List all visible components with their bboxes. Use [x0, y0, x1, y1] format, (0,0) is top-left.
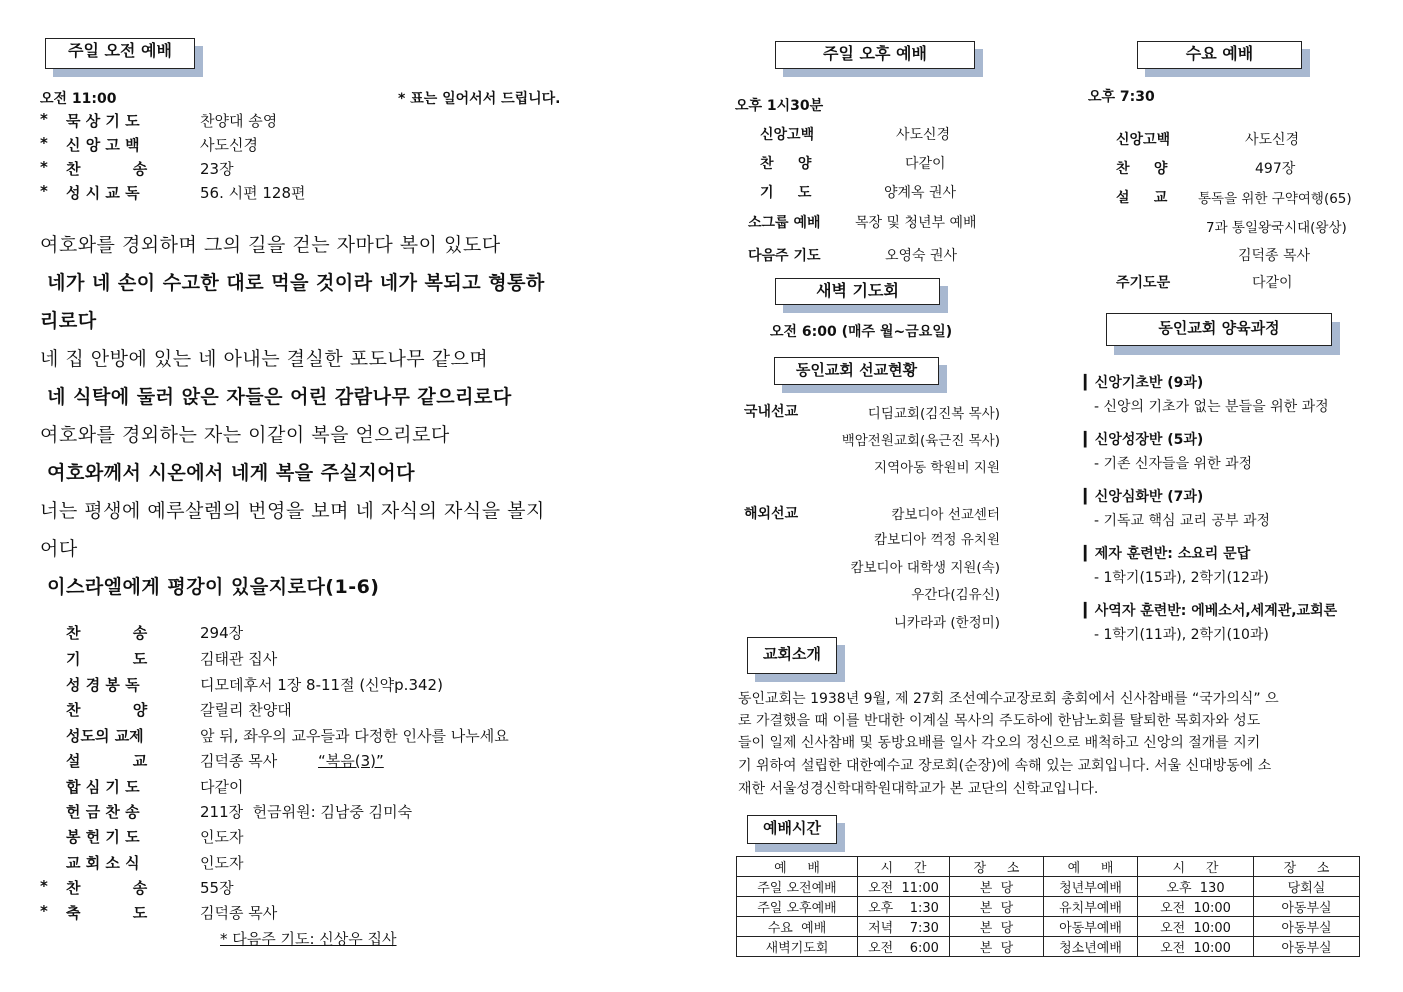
standing-note: * 표는 일어서서 드립니다. [398, 91, 561, 107]
mission-item: 캄보디아 대학생 지원(속) [850, 560, 1000, 576]
order-label: 기 도 [66, 650, 148, 668]
order-value: 양계옥 권사 [884, 185, 957, 201]
mission-item: 니카라과 (한정미) [893, 615, 1000, 631]
order-label: 신앙고백 [760, 127, 815, 143]
order-value: 497장 [1255, 161, 1296, 177]
star-mark: * [40, 158, 48, 176]
order-value: 294장 [200, 624, 244, 642]
table-header: 예 배 [1044, 857, 1138, 877]
order-label: 찬 양 [760, 156, 812, 172]
table-cell: 오후 130 [1138, 877, 1254, 897]
table-cell: 본 당 [950, 897, 1044, 917]
next-week-prayer: * 다음주 기도: 신상우 집사 [220, 930, 397, 948]
order-label: 성 경 봉 독 [66, 676, 140, 694]
order-value: 다같이 [905, 156, 946, 172]
table-row [737, 917, 1360, 937]
table-cell: 오전 11:00 [858, 877, 950, 897]
course-desc: - 1학기(11과), 2학기(10과) [1094, 627, 1269, 643]
table-cell: 본 당 [950, 877, 1044, 897]
afternoon-time: 오후 1시30분 [735, 98, 824, 114]
psalm-line: 이스라엘에게 평강이 있을지로다(1-6) [40, 576, 380, 598]
mission-item: 우간다(김유신) [911, 587, 1000, 603]
table-header: 시 간 [858, 857, 950, 877]
order-value: 56. 시편 128편 [200, 184, 306, 202]
morning-time: 오전 11:00 [40, 91, 117, 107]
order-value: 목장 및 청년부 예배 [855, 215, 977, 231]
order-value: 다같이 [200, 778, 244, 796]
order-label: 주기도문 [1116, 275, 1171, 291]
table-row [737, 877, 1360, 897]
table-cell: 오전 10:00 [1138, 937, 1254, 957]
psalm-line: 여호와를 경외하며 그의 길을 걷는 자마다 복이 있도다 [40, 234, 501, 256]
mission-title: 동인교회 선교현황 [774, 357, 939, 385]
order-value: 55장 [200, 879, 234, 897]
mission-item: 백암전원교회(육근진 목사) [841, 433, 1000, 449]
psalm-line: 너는 평생에 예루살렘의 번영을 보며 네 자식의 자식을 볼지 [40, 500, 545, 522]
psalm-line: 네 집 안방에 있는 네 아내는 결실한 포도나무 같으며 [40, 348, 489, 370]
star-mark: * [40, 182, 48, 200]
table-cell: 오전 6:00 [858, 937, 950, 957]
table-cell: 수요 예배 [737, 917, 858, 937]
order-label: 찬 양 [1116, 161, 1168, 177]
table-cell: 본 당 [950, 937, 1044, 957]
mission-item: 캄보디아 꺽정 유치원 [874, 532, 1000, 548]
wednesday-title: 수요 예배 [1137, 41, 1302, 69]
star-mark: * [40, 902, 48, 920]
table-header: 장 소 [1254, 857, 1360, 877]
order-label: 설 교 [1116, 190, 1168, 206]
table-cell: 새벽기도회 [737, 937, 858, 957]
course-desc: - 신앙의 기초가 없는 분들을 위한 과정 [1094, 399, 1329, 415]
mission-item: 지역아동 학원비 지원 [874, 460, 1000, 476]
psalm-line: 여호와께서 시온에서 네게 복을 주실지어다 [40, 462, 415, 484]
course-desc: - 기존 신자들을 위한 과정 [1094, 456, 1253, 472]
order-value: 김덕종 목사 [200, 904, 278, 922]
order-label: 묵 상 기 도 [66, 112, 140, 130]
sermon-title: “복음(3)” [318, 752, 384, 770]
order-value: 사도신경 [1245, 132, 1300, 148]
table-row [737, 897, 1360, 917]
course-desc: - 기독교 핵심 교리 공부 과정 [1094, 513, 1271, 529]
order-value: 다같이 [1252, 275, 1293, 291]
order-value: 김덕종 목사 [200, 752, 278, 770]
course-name: ▎사역자 훈련반: 에베소서,세계관,교회론 [1084, 603, 1338, 619]
psalm-line: 여호와를 경외하는 자는 이같이 복을 얻으리로다 [40, 424, 450, 446]
table-header: 장 소 [950, 857, 1044, 877]
order-label: 찬 송 [66, 879, 148, 897]
table-header: 예 배 [737, 857, 858, 877]
dawn-time: 오전 6:00 (매주 월~금요일) [770, 324, 953, 340]
order-value: 찬양대 송영 [200, 112, 278, 130]
order-value: 인도자 [200, 854, 244, 872]
order-label: 찬 양 [66, 701, 148, 719]
course-name: ▎제자 훈련반: 소요리 문답 [1084, 546, 1251, 562]
table-cell: 아동부실 [1254, 897, 1360, 917]
table-cell: 아동부실 [1254, 917, 1360, 937]
table-cell: 유치부예배 [1044, 897, 1138, 917]
order-label: 합 심 기 도 [66, 778, 140, 796]
table-header-row [737, 857, 1360, 877]
order-value: 앞 뒤, 좌우의 교우들과 다정한 인사를 나누세요 [200, 727, 509, 745]
intro-title: 교회소개 [747, 637, 837, 674]
order-label: 찬 송 [66, 624, 148, 642]
table-cell: 본 당 [950, 917, 1044, 937]
order-label: 기 도 [760, 185, 812, 201]
table-row [737, 937, 1360, 957]
domestic-label: 국내선교 [744, 404, 799, 420]
intro-line: 들이 일제 신사참배 및 동방요배를 일사 각오의 정신으로 배척하고 신앙의 절개를 지키 [738, 735, 1261, 751]
wednesday-time: 오후 7:30 [1088, 89, 1155, 105]
table-cell: 오전 10:00 [1138, 917, 1254, 937]
table-cell: 청소년예배 [1044, 937, 1138, 957]
order-label: 찬 송 [66, 160, 148, 178]
table-cell: 아동부실 [1254, 937, 1360, 957]
course-name: ▎신앙기초반 (9과) [1084, 375, 1204, 391]
star-mark: * [40, 110, 48, 128]
intro-line: 재한 서울성경신학대학원대학교가 본 교단의 신학교입니다. [738, 781, 1099, 797]
order-value: 23장 [200, 160, 234, 178]
training-title: 동인교회 양육과정 [1106, 313, 1332, 346]
table-header: 시 간 [1138, 857, 1254, 877]
order-label: 소그룹 예배 [748, 215, 821, 231]
order-label: 성 시 교 독 [66, 184, 140, 202]
dawn-title: 새벽 기도회 [775, 278, 940, 305]
order-label: 헌 금 찬 송 [66, 803, 140, 821]
order-value: 김태관 집사 [200, 650, 278, 668]
psalm-line: 어다 [40, 538, 78, 560]
order-value: 통독을 위한 구약여행(65) [1198, 191, 1352, 207]
order-label: 다음주 기도 [748, 248, 821, 264]
order-value: 디모데후서 1장 8-11절 (신약p.342) [200, 676, 443, 694]
order-value: 갈릴리 찬양대 [200, 701, 292, 719]
table-cell: 오전 10:00 [1138, 897, 1254, 917]
course-desc: - 1학기(15과), 2학기(12과) [1094, 570, 1269, 586]
order-value: 오영숙 권사 [885, 248, 958, 264]
table-cell: 아동부예배 [1044, 917, 1138, 937]
table-cell: 오후 1:30 [858, 897, 950, 917]
morning-title: 주일 오전 예배 [45, 38, 195, 69]
order-label: 교 회 소 식 [66, 854, 140, 872]
table-cell: 당회실 [1254, 877, 1360, 897]
order-label: 설 교 [66, 752, 148, 770]
star-mark: * [40, 877, 48, 895]
order-value: 사도신경 [200, 136, 258, 154]
table-cell: 주일 오후예배 [737, 897, 858, 917]
course-name: ▎신앙성장반 (5과) [1084, 432, 1204, 448]
order-value: 사도신경 [896, 127, 951, 143]
table-cell: 주일 오전예배 [737, 877, 858, 897]
star-mark: * [40, 134, 48, 152]
order-label: 신앙고백 [1116, 132, 1171, 148]
order-label: 축 도 [66, 904, 148, 922]
schedule-title: 예배시간 [747, 815, 837, 844]
psalm-line: 네가 네 손이 수고한 대로 먹을 것이라 네가 복되고 형통하 [40, 272, 545, 294]
afternoon-title: 주일 오후 예배 [775, 41, 975, 69]
table-cell: 저녁 7:30 [858, 917, 950, 937]
mission-item: 캄보디아 선교센터 [891, 507, 1000, 523]
mission-item: 디딤교회(김진복 목사) [867, 406, 1000, 422]
order-label: 신 앙 고 백 [66, 136, 140, 154]
schedule-table [736, 856, 1360, 957]
order-value: 인도자 [200, 828, 244, 846]
order-value: 211장 헌금위원: 김남중 김미숙 [200, 803, 413, 821]
table-cell: 청년부예배 [1044, 877, 1138, 897]
intro-line: 동인교회는 1938년 9월, 제 27회 조선예수교장로회 총회에서 신사참배를 “국가의식” 으 [738, 691, 1279, 707]
wednesday-preacher: 김덕종 목사 [1238, 248, 1311, 264]
course-name: ▎신앙심화반 (7과) [1084, 489, 1204, 505]
psalm-line: 리로다 [40, 310, 97, 332]
intro-line: 기 위하여 설립한 대한예수교 장로회(순장)에 속해 있는 교회입니다. 서울 신대방동에 소 [738, 758, 1272, 774]
order-label: 성도의 교제 [66, 727, 144, 745]
overseas-label: 해외선교 [744, 506, 799, 522]
order-label: 봉 헌 기 도 [66, 828, 140, 846]
intro-line: 로 가결했을 때 이를 반대한 이계실 목사의 주도하에 한남노회를 탈퇴한 목회자와 성도 [738, 713, 1261, 729]
psalm-line: 네 식탁에 둘러 앉은 자들은 어린 감람나무 같으리로다 [40, 386, 512, 408]
sermon-subtitle: 7과 통일왕국시대(왕상) [1206, 220, 1347, 236]
